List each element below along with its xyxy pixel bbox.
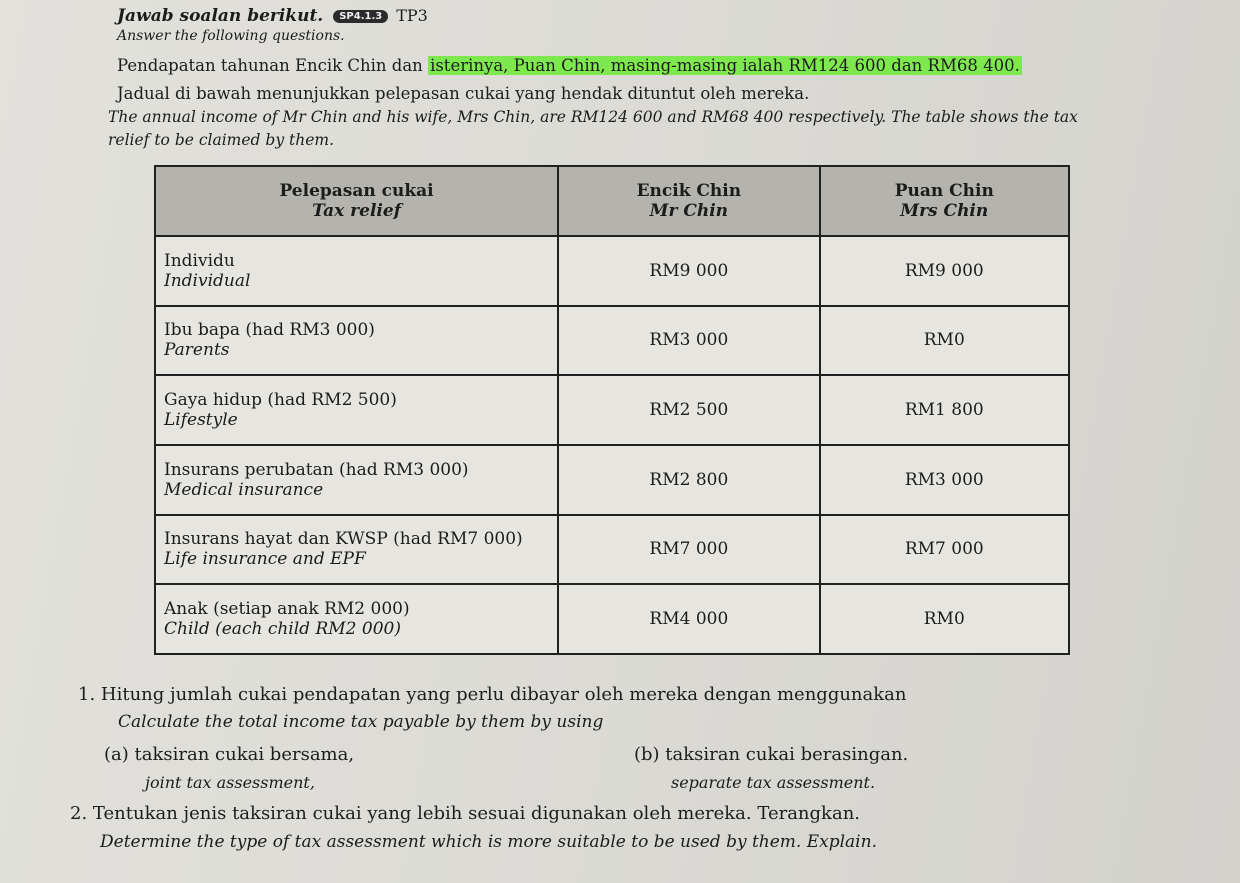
question-1a-ms: (a) taksiran cukai bersama, xyxy=(104,744,355,765)
intro-ms-line1 xyxy=(117,56,1022,75)
mrs-chin-value: RM0 xyxy=(820,306,1069,376)
mrs-chin-value: RM1 800 xyxy=(820,375,1069,445)
row-label: Insurans perubatan (had RM3 000) Medical insurance xyxy=(155,445,558,515)
row-label: Insurans hayat dan KWSP (had RM7 000) Life insurance and EPF xyxy=(155,515,558,585)
level-label: TP3 xyxy=(396,6,428,25)
question-1-en: Calculate the total income tax payable by them by using xyxy=(118,712,604,732)
intro-ms-line1-start: Pendapatan tahunan Encik Chin dan xyxy=(117,56,429,75)
mr-chin-value: RM2 800 xyxy=(558,445,819,515)
table-row xyxy=(155,515,1069,585)
mr-chin-value: RM2 500 xyxy=(558,375,819,445)
table-row xyxy=(155,445,1069,515)
row-label: Individu Individual xyxy=(155,236,558,306)
standard-badge: SP4.1.3 xyxy=(333,10,388,23)
mrs-chin-value: RM9 000 xyxy=(820,236,1069,306)
intro-en-line2: relief to be claimed by them. xyxy=(108,131,335,149)
instruction-subtitle: Answer the following questions. xyxy=(117,28,345,44)
mrs-chin-value: RM3 000 xyxy=(820,445,1069,515)
intro-en-line1: The annual income of Mr Chin and his wife, Mrs Chin, are RM124 600 and RM68 400 respectively. The table shows the tax xyxy=(108,108,1078,126)
tax-relief-table xyxy=(154,165,1070,655)
question-1-ms: 1. Hitung jumlah cukai pendapatan yang perlu dibayar oleh mereka dengan menggunakan xyxy=(78,684,907,705)
header-mrs-chin: Puan Chin Mrs Chin xyxy=(820,166,1069,236)
mrs-chin-value: RM0 xyxy=(820,584,1069,654)
highlighted-text: isterinya, Puan Chin, masing-masing ialah RM124 600 dan RM68 400. xyxy=(430,56,1020,75)
question-2-en: Determine the type of tax assessment which is more suitable to be used by them. Explain. xyxy=(100,832,877,852)
table-row xyxy=(155,236,1069,306)
row-label: Gaya hidup (had RM2 500) Lifestyle xyxy=(155,375,558,445)
instruction-heading xyxy=(117,6,428,26)
header-tax-relief: Pelepasan cukai Tax relief xyxy=(155,166,558,236)
table-row xyxy=(155,306,1069,376)
mr-chin-value: RM9 000 xyxy=(558,236,819,306)
mr-chin-value: RM3 000 xyxy=(558,306,819,376)
question-1a-en: joint tax assessment, xyxy=(145,773,315,792)
row-label: Ibu bapa (had RM3 000) Parents xyxy=(155,306,558,376)
mrs-chin-value: RM7 000 xyxy=(820,515,1069,585)
row-label: Anak (setiap anak RM2 000) Child (each child RM2 000) xyxy=(155,584,558,654)
table-row xyxy=(155,584,1069,654)
question-1b-en: separate tax assessment. xyxy=(671,773,876,792)
question-2-ms: 2. Tentukan jenis taksiran cukai yang lebih sesuai digunakan oleh mereka. Terangkan. xyxy=(70,803,861,824)
table-header-row xyxy=(155,166,1069,236)
mr-chin-value: RM4 000 xyxy=(558,584,819,654)
mr-chin-value: RM7 000 xyxy=(558,515,819,585)
table-row xyxy=(155,375,1069,445)
intro-ms-line2: Jadual di bawah menunjukkan pelepasan cukai yang hendak dituntut oleh mereka. xyxy=(117,84,810,103)
question-1b-ms: (b) taksiran cukai berasingan. xyxy=(634,744,909,765)
instruction-title: Jawab soalan berikut. xyxy=(117,6,324,26)
header-mr-chin: Encik Chin Mr Chin xyxy=(558,166,819,236)
